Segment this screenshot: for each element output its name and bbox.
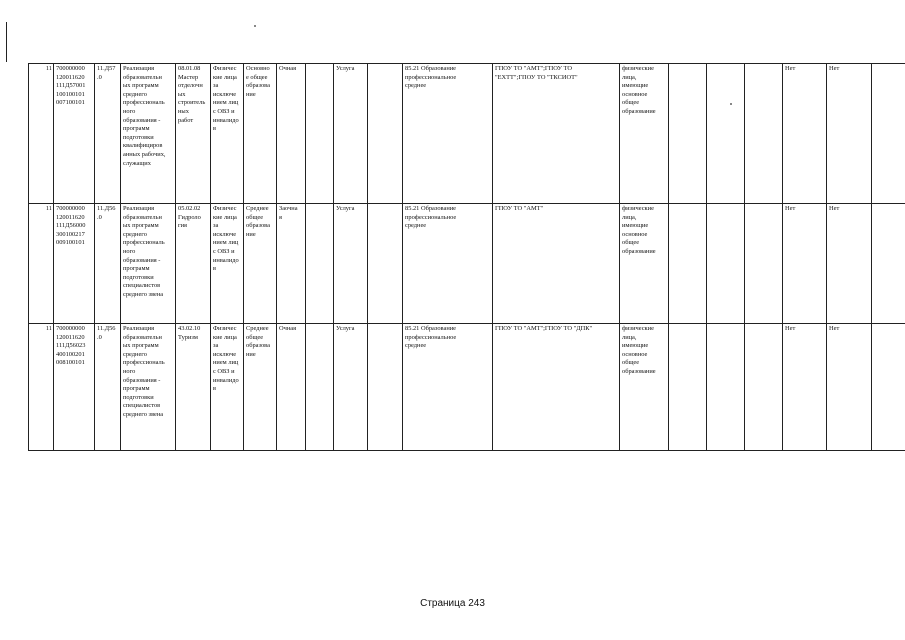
institutions: ГПОУ ТО "АМТ";ГПОУ ТО "ДПК" [493,324,620,451]
service-name: Реализация образовательн ых программ среднего профессиональ ного образования - программ подготовки специалистов среднего звена [121,324,176,451]
service-type: Услуга [334,64,368,204]
service-code: 11.Д56 .0 [95,324,121,451]
empty-cell [707,204,745,324]
education-basis: Основно е общее образова ние [244,64,277,204]
empty-cell [368,204,403,324]
empty-cell [368,64,403,204]
study-form: Очная [277,324,306,451]
flag-cell: Нет [783,204,827,324]
empty-cell [707,64,745,204]
table-row [29,64,905,204]
empty-cell [669,204,707,324]
empty-cell [745,324,783,451]
okved-code: 85.21 Образование профессиональное среднее [403,204,493,324]
okved-code: 85.21 Образование профессиональное среднее [403,324,493,451]
registry-number: 700000000 120011620 111Д56000 300100217 009100101 [54,204,95,324]
row-number: 11 [29,324,54,451]
specialty: 43.02.10 Туризм [176,324,211,451]
empty-cell [745,64,783,204]
education-basis: Среднее общее образова ние [244,324,277,451]
service-type: Услуга [334,324,368,451]
row-number: 11 [29,64,54,204]
registry-number: 700000000 120011620 111Д56023 400100201 008100101 [54,324,95,451]
flag-cell: Нет [783,64,827,204]
service-code: 11.Д57 .0 [95,64,121,204]
service-name: Реализация образовательн ых программ среднего профессиональ ного образования - программ подготовки квалифициров анных рабочих, служащих [121,64,176,204]
consumers: физические лица, имеющие основное общее образование [620,324,669,451]
registry-number: 700000000 120011620 111Д57001 100100101 007100101 [54,64,95,204]
service-name: Реализация образовательн ых программ среднего профессиональ ного образования - программ подготовки специалистов среднего звена [121,204,176,324]
registry-table [28,63,905,451]
consumers: физические лица, имеющие основное общее образование [620,204,669,324]
empty-cell [707,324,745,451]
scan-speck [254,25,256,27]
flag-cell: Нет [783,324,827,451]
okved-code: 85.21 Образование профессиональное среднее [403,64,493,204]
specialty: 08.01.08 Мастер отделочн ых строитель ных работ [176,64,211,204]
flag-cell: Нет [827,324,872,451]
flag-cell: Нет [827,64,872,204]
study-form: Заочна я [277,204,306,324]
institutions: ГПОУ ТО "АМТ";ГПОУ ТО "ЕХТТ";ГПОУ ТО "ТКСИОТ" [493,64,620,204]
empty-cell [669,64,707,204]
specialty: 05.02.02 Гидроло гия [176,204,211,324]
empty-cell [306,324,334,451]
consumer-category: Физичес кие лица за исключе нием лиц с ОВЗ и инвалидо в [211,64,244,204]
flag-cell: Нет [827,204,872,324]
page-number-footer: Страница 243 [420,598,485,609]
empty-cell [368,324,403,451]
table-row [29,204,905,324]
empty-cell [872,64,905,204]
consumers: физические лица, имеющие основное общее образование [620,64,669,204]
table-row [29,324,905,451]
empty-cell [306,204,334,324]
empty-cell [872,324,905,451]
page-edge-rule [6,22,7,62]
education-basis: Среднее общее образова ние [244,204,277,324]
institutions: ГПОУ ТО "АМТ" [493,204,620,324]
row-number: 11 [29,204,54,324]
empty-cell [306,64,334,204]
service-code: 11.Д56 .0 [95,204,121,324]
consumer-category: Физичес кие лица за исключе нием лиц с ОВЗ и инвалидо в [211,204,244,324]
service-type: Услуга [334,204,368,324]
empty-cell [872,204,905,324]
study-form: Очная [277,64,306,204]
consumer-category: Физичес кие лица за исключе нием лиц с ОВЗ и инвалидо в [211,324,244,451]
empty-cell [669,324,707,451]
empty-cell [745,204,783,324]
